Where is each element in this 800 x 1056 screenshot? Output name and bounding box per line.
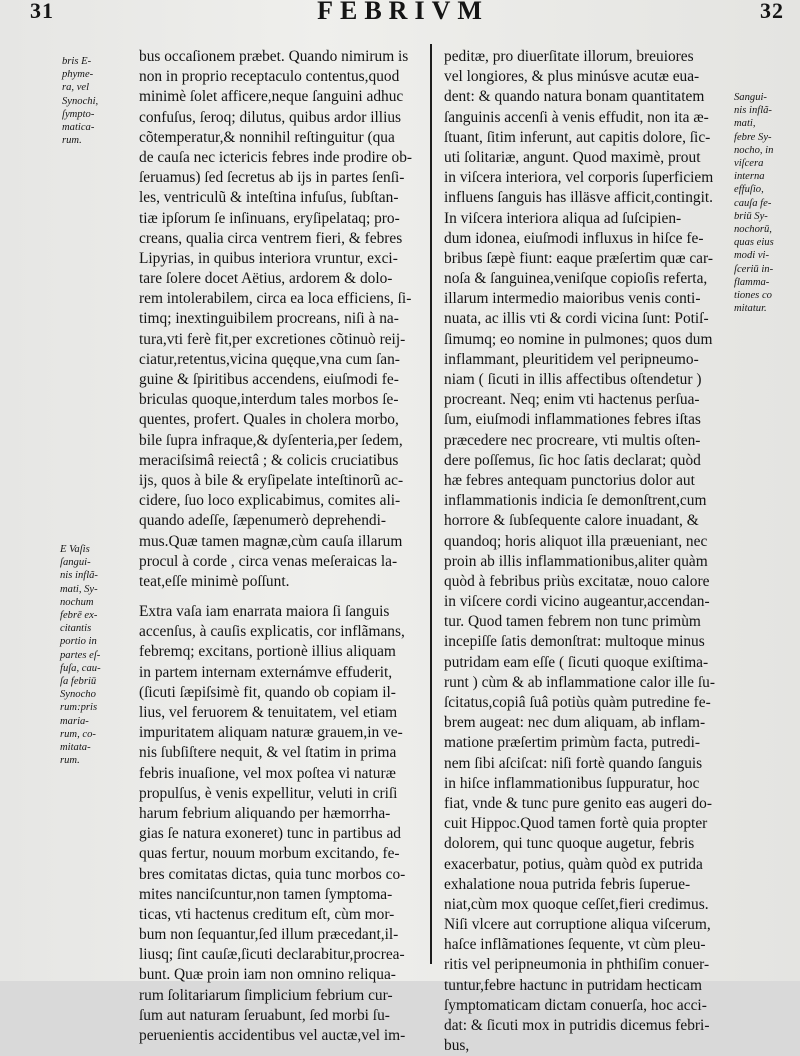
text-line: guine & ſpiritibus accendens, eiuſmodi fe- bbox=[139, 371, 399, 388]
text-line: cuit Hippoc.Quod tamen fortè quia propter bbox=[444, 815, 708, 833]
text-line: briculas quoque,interdum tales morbos ſe- bbox=[139, 391, 399, 409]
text-line: mites nanciſcuntur,non tamen ſymptoma- bbox=[139, 885, 393, 903]
text-line: quando adeſſe, ſæpenumerò deprehendi- bbox=[139, 512, 387, 530]
text-line: in partem internam externámve effuderit, bbox=[139, 663, 393, 681]
margin-note-line: quas eius bbox=[734, 237, 774, 249]
margin-note-line: ſa febriū bbox=[60, 676, 97, 688]
text-line: præcedere nec procreare, vti multis oſten- bbox=[444, 431, 701, 449]
text-line: febris inuaſione, vel mox poſtea vi naturæ bbox=[139, 764, 396, 782]
margin-note-line: briū Sy- bbox=[734, 210, 768, 222]
text-line: (ſicuti ſæpiſsimè fit, quando ob copiam il- bbox=[139, 683, 396, 701]
text-line: illarum intermedio maioribus venis conti- bbox=[444, 290, 701, 308]
text-line: ritis vel peripneumonia in phthiſim conuer- bbox=[444, 956, 710, 974]
text-line: inflammant, pleuritidem vel peripneumo- bbox=[444, 350, 699, 368]
text-line: dolorem, qui tunc quoque augetur, febris bbox=[444, 835, 695, 853]
margin-note-line: nis inflã- bbox=[60, 570, 98, 582]
margin-note-line: viſcera bbox=[734, 158, 764, 170]
margin-note-line: nochum bbox=[60, 596, 94, 608]
margin-note-line: partes eſ- bbox=[60, 649, 101, 661]
text-line: febremq; excitans, portionè illius aliquam bbox=[139, 643, 396, 661]
margin-note-line: citantis bbox=[60, 623, 92, 635]
text-line: ſymptomaticam dictam conuerſa, hoc acci- bbox=[444, 996, 707, 1014]
text-line: rum ſolitariarum ſimplicium febrium cur- bbox=[139, 986, 393, 1004]
text-line: proin ab illis inflammationibus,aliter quàm bbox=[444, 552, 708, 570]
margin-note-line: flamma- bbox=[734, 276, 770, 288]
margin-note-line: fuſa, cau- bbox=[60, 662, 101, 674]
text-line: dum idonea, eiuſmodi influxus in hiſce fe- bbox=[444, 229, 704, 247]
left-margin-note-1 bbox=[62, 55, 98, 147]
text-line: bum non ſequantur,ſed illum præcedant,il- bbox=[139, 926, 399, 944]
margin-note-line: ſceriū in- bbox=[734, 263, 774, 275]
text-line: influens ſanguis has illäsve afficit,contingit. bbox=[444, 189, 713, 207]
margin-note-line: febrē ex- bbox=[60, 610, 98, 622]
text-line: impuritatem aliquam naturæ grauem,in ve- bbox=[139, 724, 403, 742]
text-line: timq; inextinguibilem procreans, niſi à na- bbox=[139, 310, 399, 328]
text-line: haſce inflãmationes ſequente, vt cùm pleu- bbox=[444, 936, 706, 954]
left-margin-note-2 bbox=[60, 543, 101, 767]
text-line: bile ſupra infraque,& dyſenteria,per ſedem, bbox=[139, 431, 403, 449]
text-line: procreant. Neq; enim vti hactenus perſua- bbox=[444, 391, 700, 409]
text-line: rem intolerabilem, circa ea loca efficiens, ſi- bbox=[139, 290, 412, 308]
margin-note-line: phyme- bbox=[62, 69, 94, 81]
text-line: dent: & quando natura bonam quantitatem bbox=[444, 88, 705, 106]
text-line: non in proprio receptaculo contentus,quod bbox=[139, 68, 400, 86]
margin-note-line: rum, co- bbox=[60, 728, 96, 740]
text-line: fiat, vnde & tunc pure genito eas augeri do- bbox=[444, 794, 712, 812]
margin-note-line: ſangui- bbox=[60, 557, 91, 569]
margin-note-line: modi vi- bbox=[734, 250, 770, 262]
text-line: accenſus, à cauſis explicatis, cor inflãmans, bbox=[139, 623, 405, 641]
text-line: dat: & ſicuti mox in putridis dicemus febri- bbox=[444, 1017, 710, 1034]
text-line: de cauſa nec ictericis febres inde prodire ob- bbox=[139, 148, 413, 166]
margin-note-line: mati, Sy- bbox=[60, 583, 98, 595]
text-line: incepiſſe ſatis demonſtrat: multoque minus bbox=[444, 633, 705, 651]
text-line: minimè ſolet afficere,neque ſanguini adhuc bbox=[139, 88, 404, 106]
text-line: les, ventriculũ & inteſtina infuſus, ſubſtan- bbox=[139, 189, 399, 207]
text-line: ticas, vti hactenus creditum eſt, cùm mor- bbox=[139, 905, 395, 923]
text-line: confuſus, ſeroq; dilutus, quibus ardor illius bbox=[139, 108, 402, 126]
text-line: exacerbatur, potius, quàm quòd ex putrida bbox=[444, 855, 703, 873]
text-line: brem augeat: nec dum aliquam, ab inflam- bbox=[444, 714, 706, 732]
margin-note-line: Synocho bbox=[60, 689, 96, 701]
text-line: harum febrium aliquando per hæmorrha- bbox=[139, 804, 391, 822]
margin-note-line: rum. bbox=[62, 135, 82, 147]
margin-note-line: matica- bbox=[62, 122, 95, 134]
text-line: Lipyrias, in quibus interiora vruntur, exci- bbox=[139, 249, 398, 267]
text-line: matione præſertim primùm facta, putredi- bbox=[444, 734, 701, 752]
margin-note-line: portio in bbox=[60, 636, 97, 648]
text-line: putridam eam eſſe ( ſicuti quoque exiſtima- bbox=[444, 653, 709, 671]
margin-note-line: E Vaſis bbox=[60, 544, 90, 555]
right-text-column bbox=[444, 47, 715, 1056]
text-line: bunt. Quæ proin iam non omnino reliqua- bbox=[139, 966, 396, 984]
text-line: Niſi vlcere aut corruptione aliqua viſcerum, bbox=[444, 916, 711, 934]
text-line: vel longiores, & plus minúsve acutæ eua- bbox=[444, 68, 700, 86]
text-line: nem ſibi aſciſcat: niſi fortè quando ſanguis bbox=[444, 754, 703, 772]
text-line: mus.Quæ tamen magnæ,cùm cauſa illarum bbox=[139, 532, 403, 550]
text-line: quandoq; horis aliquot illa præueniant, nec bbox=[444, 532, 708, 550]
margin-note-line: interna bbox=[734, 171, 765, 183]
column-divider bbox=[430, 44, 432, 964]
text-line: propulſus, è venis expellitur, veluti in criſi bbox=[139, 784, 398, 802]
text-line: uti ſolitariæ, angunt. Quod maximè, prout bbox=[444, 148, 701, 166]
text-line: peditæ, pro diuerſitate illorum, breuiores bbox=[444, 48, 694, 65]
text-line: ſimumq; eo nomine in pulmones; quos dum bbox=[444, 330, 713, 348]
text-line: peruenientis accidentibus vel auctæ,vel im- bbox=[139, 1027, 406, 1044]
margin-note-line: bris E- bbox=[62, 56, 92, 67]
text-line: dere poſſemus, ſic hoc ſatis declarat; quòd bbox=[444, 451, 701, 469]
margin-note-line: mitata- bbox=[60, 742, 91, 754]
text-line: quòd à febribus priùs excitatæ, nouo calore bbox=[444, 572, 710, 590]
margin-note-line: febre Sy- bbox=[734, 131, 772, 143]
left-page-number: 31 bbox=[30, 0, 54, 23]
text-line: In viſcera interiora aliqua ad ſuſcipien- bbox=[444, 209, 682, 227]
text-line: tura,vti ferè fit,per excretiones cõtinuò reij- bbox=[139, 330, 406, 348]
text-line: noſa & ſanguinea,veniſque copioſis referta, bbox=[444, 270, 708, 288]
margin-note-line: tiones co bbox=[734, 290, 772, 302]
margin-note-line: Sangui- bbox=[734, 92, 767, 103]
text-line: cidere, ſuo loco explicabimus, comites ali- bbox=[139, 492, 401, 510]
right-margin-note bbox=[734, 91, 774, 315]
text-line: ſum, eiuſmodi inflammationes febres iſtas bbox=[444, 411, 701, 429]
text-line: in viſcera interiora, vel corporis ſuperficiem bbox=[444, 169, 714, 187]
text-line: procul à corde , circa venas meſeraicas la- bbox=[139, 552, 398, 570]
margin-note-line: maria- bbox=[60, 715, 89, 727]
text-line: exhalatione noua putrida febris ſuperue- bbox=[444, 875, 691, 893]
text-line: ſtuant, ſitim inferunt, aut capitis dolore, ſic- bbox=[444, 128, 711, 146]
text-line: teat,eſſe minimè poſſunt. bbox=[139, 572, 290, 590]
text-line: quas fertur, nouum morbum excitando, fe- bbox=[139, 845, 400, 863]
text-line: liusq; ſint cauſæ,ſicuti declarabitur,procrea- bbox=[139, 946, 405, 964]
text-line: ſcitatus,copiâ ſuâ potiùs quàm putredine fe- bbox=[444, 694, 711, 711]
left-text-column bbox=[139, 47, 412, 1046]
text-line: tiæ ipſorum ſe inſinuans, eryſipelataq; pro- bbox=[139, 209, 400, 227]
text-line: nis ſubſiſtere nequit, & vel ſtatim in prima bbox=[139, 744, 397, 762]
text-line: ſum aut naturam ſeruabunt, ſed morbi ſu- bbox=[139, 1006, 390, 1024]
text-line: ciatur,retentus,vicina quęque,vna cum ſan- bbox=[139, 350, 400, 368]
text-line: nuata, ac illis vti & cordi vicina ſunt: Potiſ- bbox=[444, 310, 709, 328]
text-line: runt ) cùm & ab inflammatione calor ille ſu- bbox=[444, 673, 715, 691]
text-line: bres comitatas dictas, quia tunc morbos co- bbox=[139, 865, 406, 883]
margin-note-line: cauſa fe- bbox=[734, 197, 772, 209]
text-line: in viſcere cordi vicino augeantur,accendan- bbox=[444, 593, 710, 611]
text-line: ſeruamus) ſed ſecretus ab ijs in partes ſenſi- bbox=[139, 169, 405, 187]
text-line: ſanguinis accenſi à venis effudit, non ita æ- bbox=[444, 108, 709, 126]
margin-note-line: Synochi, bbox=[62, 95, 99, 107]
margin-note-line: rum:pris bbox=[60, 702, 98, 714]
text-line bbox=[139, 592, 412, 602]
text-line: niam ( ſicuti in illis affectibus oſtendetur ) bbox=[444, 371, 702, 388]
text-line: Extra vaſa iam enarrata maiora ſi ſanguis bbox=[139, 603, 390, 621]
margin-note-line: ra, vel bbox=[62, 82, 90, 94]
text-line: tare ſolere docet Aëtius, ardorem & dolo- bbox=[139, 270, 393, 288]
text-line: gias ſe natura exoneret) tunc in partibus ad bbox=[139, 825, 401, 843]
text-line: bribus ſæpè fiunt: eaque præſertim quæ car- bbox=[444, 249, 713, 267]
margin-note-line: mitatur. bbox=[734, 303, 767, 315]
text-line: bus occaſionem præbet. Quando nimirum is bbox=[139, 48, 409, 65]
text-line: niat,cùm mox quoque ceſſet,fieri credimus. bbox=[444, 895, 709, 913]
text-line: tur. Quod tamen febrem non tunc primùm bbox=[444, 613, 701, 631]
text-line: meraciſsimâ reiectâ ; & colicis cruciatibus bbox=[139, 451, 399, 469]
text-line: ijs, quos à bile & eryſipelate inteſtinorũ ac- bbox=[139, 471, 404, 489]
text-line: lius, vel feruorem & tenuitatem, vel etiam bbox=[139, 704, 398, 721]
text-line: hæ febres antequam punctorius dolor aut bbox=[444, 471, 695, 489]
text-line: inflammationis indicia ſe demonſtrent,cum bbox=[444, 492, 707, 510]
text-line: cõtemperatur,& nonnihil reſtinguitur (qua bbox=[139, 128, 395, 146]
right-page-number: 32 bbox=[760, 0, 784, 23]
running-title: FEBRIVM bbox=[317, 0, 489, 25]
margin-note-line: mati, bbox=[734, 118, 756, 130]
text-line: bus, bbox=[444, 1037, 470, 1055]
margin-note-line: nis inflã- bbox=[734, 105, 772, 117]
text-line: horrore & ſubſequente calore inuadant, & bbox=[444, 512, 699, 530]
text-line: in hiſce inflammationibus ſuppuratur, hoc bbox=[444, 774, 700, 792]
text-line: quentes, profert. Quales in cholera morbo, bbox=[139, 411, 399, 429]
margin-note-line: nochorū, bbox=[734, 224, 772, 236]
margin-note-line: ſympto- bbox=[62, 108, 95, 120]
text-line: tuntur,febre hactunc in putridam hecticam bbox=[444, 976, 702, 994]
margin-note-line: effuſio, bbox=[734, 184, 764, 196]
text-line: creans, qualia circa ventrem fieri, & febres bbox=[139, 229, 403, 247]
margin-note-line: nocho, in bbox=[734, 144, 774, 156]
margin-note-line: rum. bbox=[60, 755, 80, 767]
